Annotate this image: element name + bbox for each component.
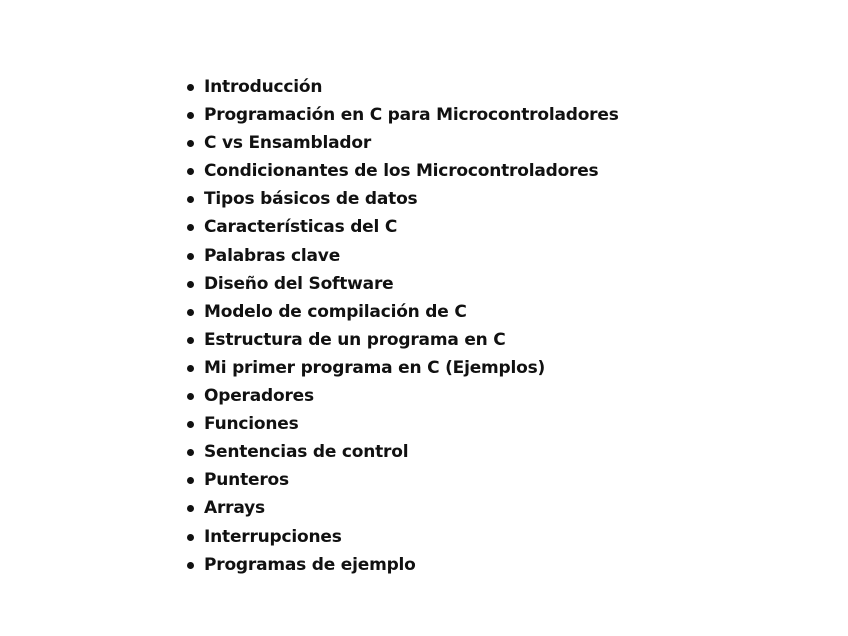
list-item-label: Tipos básicos de datos [204,189,418,210]
list-item-label: Introducción [204,77,323,97]
bullet-icon [187,449,194,456]
bullet-icon [187,253,194,260]
bullet-icon [187,281,194,288]
topic-list [183,73,619,579]
bullet-icon [187,562,194,569]
list-item-label: Mi primer programa en C (Ejemplos) [204,357,546,378]
list-item-label: Interrupciones [204,526,342,547]
list-item-label: Programación en C para Microcontroladores [204,105,619,126]
list-item [183,466,619,494]
list-item-label: Estructura de un programa en C [204,329,506,350]
bullet-icon [187,477,194,484]
list-item [183,101,619,129]
bullet-icon [187,421,194,428]
bullet-icon [187,309,194,316]
list-item [183,270,619,298]
bullet-icon [187,393,194,400]
list-item [183,242,619,270]
list-item [183,129,619,157]
list-item [183,157,619,185]
list-item-label: C vs Ensamblador [204,133,372,154]
bullet-icon [187,337,194,344]
list-item [183,185,619,213]
bullet-icon [187,140,194,147]
bullet-icon [187,168,194,175]
bullet-icon [187,84,194,91]
list-item-label: Punteros [204,470,289,491]
list-item [183,551,619,579]
bullet-icon [187,365,194,372]
list-item [183,523,619,551]
bullet-icon [187,534,194,541]
list-item [183,213,619,241]
list-item-label: Operadores [204,386,314,407]
bullet-icon [187,196,194,203]
list-item-label: Sentencias de control [204,442,409,463]
list-item [183,73,619,101]
list-item-label: Modelo de compilación de C [204,301,467,322]
list-item [183,382,619,410]
list-item-label: Funciones [204,414,299,435]
list-item-label: Palabras clave [204,245,341,266]
bullet-icon [187,112,194,119]
list-item [183,494,619,522]
list-item [183,326,619,354]
list-item [183,438,619,466]
list-item [183,354,619,382]
bullet-icon [187,224,194,231]
list-item [183,410,619,438]
list-item-label: Programas de ejemplo [204,554,416,575]
bullet-icon [187,505,194,512]
list-item-label: Diseño del Software [204,273,394,294]
list-item-label: Condicionantes de los Microcontroladores [204,161,599,182]
list-item-label: Arrays [204,498,265,519]
list-item [183,298,619,326]
list-item-label: Características del C [204,217,398,238]
